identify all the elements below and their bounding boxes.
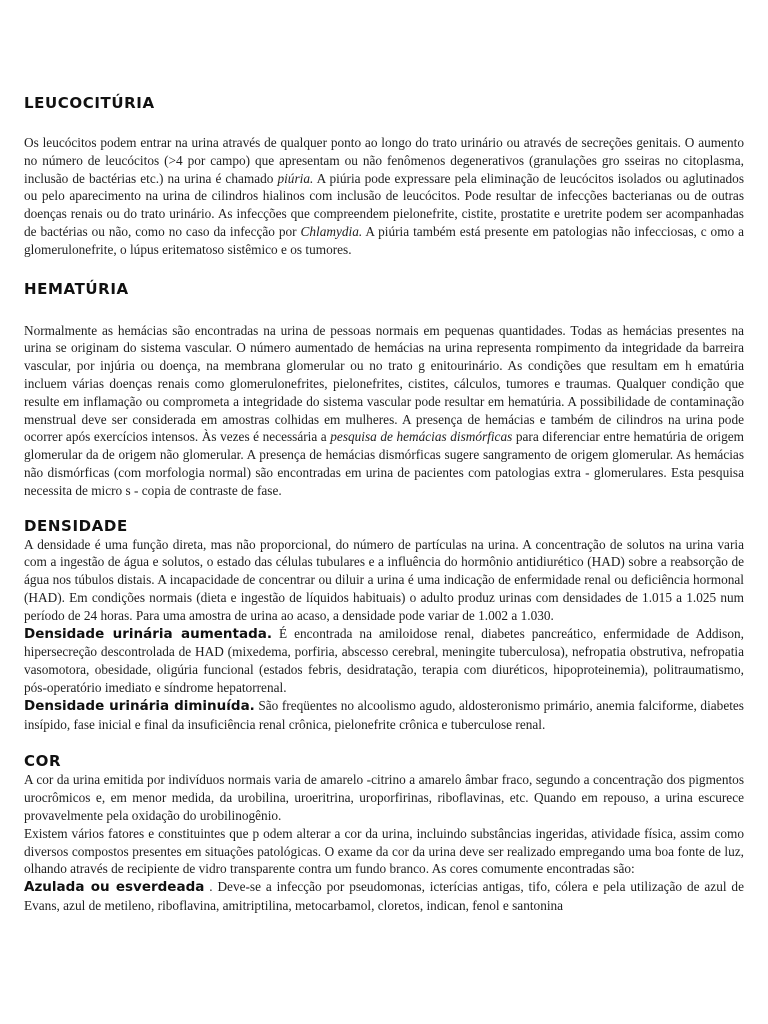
paragraph-leucocituria (24, 134, 744, 259)
term-piuria: piúria. (277, 170, 314, 186)
text-run: São freqüentes no alcoolismo agudo, aldosteronismo primário, anemia falciforme, diabetes insípido, fase inicial e final da insuficiência renal crônica, pielonefrite crônica e tuberculose renal. (24, 697, 744, 732)
text-run: Normalmente as hemácias são encontradas na urina de pessoas normais em pequenas quantidades. Todas as hemácias presentes na urina se originam do sistema vascular. O número aumentado de hemácias na urina representa rompimento da integridade da barreira vascular, por injúria ou doença, na membrana glomerular ou no trato g enitourinário. As condições que resultam em h ematúria incluem várias doenças renais como glomerulonefrites, pielonefrites, cistites, cálculos, tumores e traumas. Qualquer condição que resulte em inflamação ou comprometa a integridade do sistema vascular pode resultar em hematúria. A possibilidade de contaminação menstrual deve ser considerada em amostras colhidas em mulheres. A presença de hemácias e também de cilindros na urina pode ocorrer após exercícios intensos. Às vezes é necessária a (24, 322, 744, 445)
paragraph-hematuria (24, 322, 744, 500)
text-run: É encontrada na amiloidose renal, diabetes pancreático, enfermidade de Addison, hipersecreção descontrolada de HAD (mixedema, porfiria, abscesso cerebral, meningite tuberculosa), nefropatia obstrutiva, nefropatia vasomotora, obesidade, oligúria funcional (estados febris, desidratação, terapia com diuréticos, hipoproteinemia), politraumatismo, pós-operatório imediato e síndrome hepatorrenal. (24, 625, 744, 695)
label-densidade-aumentada: Densidade urinária aumentada. (24, 625, 272, 642)
text-run: A piúria também está presente em patologias não infecciosas, c omo a glomerulonefrite, o lúpus eritematoso sistêmico e os tumores. (24, 223, 744, 257)
section-cor-body (24, 771, 744, 914)
paragraph-cor-2: Existem vários fatores e constituintes que p odem alterar a cor da urina, incluindo substâncias ingeridas, atividade física, assim como diversos compostos presentes em situações patológicas. O exame da cor da urina deve ser realizado empregando uma boa fonte de luz, olhando através de recipiente de vidro transparente contra um fundo branco. As cores comumente encontradas são: (24, 825, 744, 877)
heading-leucocituria: LEUCOCITÚRIA (24, 94, 155, 112)
heading-densidade: DENSIDADE (24, 516, 128, 535)
paragraph-densidade: A densidade é uma função direta, mas não proporcional, do número de partículas na urina. A concentração de solutos na urina varia com a ingestão de água e solutos, o estado das células tubulares e a influência do hormônio antidiurético (HAD) sobre a reabsorção de água nos túbulos distais. A incapacidade de concentrar ou diluir a urina é uma indicação de enfermidade renal ou deficiência hormonal (HAD). Em condições normais (dieta e ingestão de líquidos habituais) o adulto produz urinas com densidades de 1.015 a 1.025 num período de 24 horas. Para uma amostra de urina ao acaso, a densidade pode variar de 1.002 a 1.030. (24, 536, 744, 623)
label-densidade-diminuida: Densidade urinária diminuída. (24, 697, 255, 714)
paragraph-cor-azulada (24, 878, 744, 915)
heading-cor: COR (24, 752, 62, 771)
term-hemacias-dismorficas: pesquisa de hemácias dismórficas (330, 429, 513, 445)
text-run: para diferenciar entre hematúria de origem glomerular da de origem não glomerular. A presença de hemácias dismórficas sugere sangramento de origem glomerular. As hemácias não dismórficas (com morfologia normal) são encontradas em urina de pacientes com patologias extra - glomerulares. Esta pesquisa necessita de micro s - copia de contraste de fase. (24, 429, 745, 498)
paragraph-densidade-aumentada (24, 625, 744, 697)
term-chlamydia: Chlamydia. (300, 223, 363, 239)
text-run: Os leucócitos podem entrar na urina através de qualquer ponto ao longo do trato urinário ou através de secreções genitais. O aumento no número de leucócitos (>4 por campo) que apresentam ou não fenômenos degenerativos (granulações gro sseiras no citoplasma, inclusão de bactérias etc.) na urina é chamado (24, 135, 744, 186)
text-run: . Deve-se a infecção por pseudomonas, icterícias antigas, tifo, cólera e pela utilização de azul de Evans, azul de metileno, riboflavina, amitriptilina, metocarbamol, cloretos, indican, fenol e santonina (24, 879, 744, 913)
label-azulada: Azulada ou esverdeada (24, 879, 205, 896)
paragraph-cor-1: A cor da urina emitida por indivíduos normais varia de amarelo -citrino a amarelo âmbar fraco, segundo a concentração dos pigmentos urocrômicos e, em menor medida, da urobilina, uroeritrina, uroporfirinas, riboflavinas, etc. Quando em repouso, a urina escurece provavelmente pela oxidação do urobilinogênio. (24, 772, 744, 823)
heading-hematuria: HEMATÚRIA (24, 279, 129, 298)
section-densidade-body (24, 536, 744, 734)
text-run: A piúria pode expressare pela eliminação de leucócitos isolados ou aglutinados ou pelo aparecimento na urina de cilindros hialinos com inclusão de leucócitos. Pode resultar de infecções bacterianas ou de outras doenças renais ou do trato urinário. As infecções que compreendem pielonefrite, cistite, prostatite e uretrite podem ser acompanhadas de bactérias ou não, como no caso da infecção por (24, 170, 744, 239)
paragraph-densidade-diminuida (24, 697, 744, 734)
